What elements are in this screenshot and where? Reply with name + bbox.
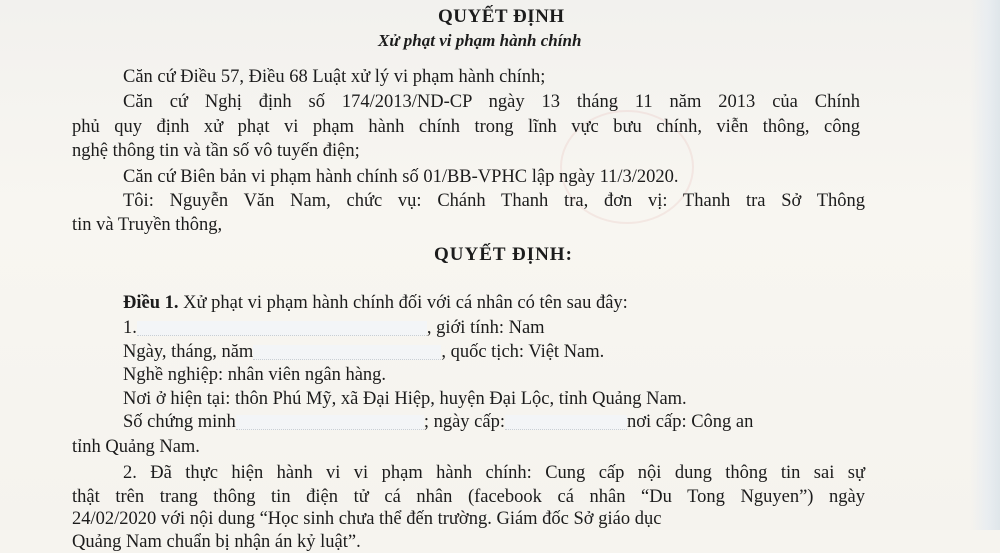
redacted-name	[137, 321, 427, 336]
id-issuer-label: nơi cấp: Công an	[626, 412, 754, 432]
person-dob-line	[123, 341, 604, 363]
basis-line-6: Tôi: Nguyễn Văn Nam, chức vụ: Chánh Thanh tra, đơn vị: Thanh tra Sở Thông	[123, 191, 865, 211]
dob-label: Ngày, tháng, năm	[123, 342, 254, 362]
redacted-dob	[253, 345, 441, 360]
id-label: Số chứng minh	[123, 412, 236, 432]
violation-line-4: Quảng Nam chuẩn bị nhận án kỷ luật”.	[72, 532, 361, 552]
person-name-line	[123, 317, 545, 339]
redacted-id-date	[505, 415, 627, 430]
person-id-line	[123, 411, 753, 433]
decision-heading: QUYẾT ĐỊNH:	[434, 244, 573, 265]
basis-line-3: phủ quy định xử phạt vi phạm hành chính trong lĩnh vực bưu chính, viễn thông, công	[72, 117, 860, 137]
article-1	[123, 292, 628, 314]
id-date-label: ; ngày cấp:	[423, 412, 505, 432]
basis-line-4: nghệ thông tin và tần số vô tuyến điện;	[72, 141, 360, 161]
violation-line-1: 2. Đã thực hiện hành vi vi phạm hành chính: Cung cấp nội dung thông tin sai sự	[123, 463, 865, 483]
violation-line-3: 24/02/2020 với nội dung “Học sinh chưa thể đến trường. Giám đốc Sở giáo dục	[72, 509, 662, 529]
basis-line-1: Căn cứ Điều 57, Điều 68 Luật xử lý vi phạm hành chính;	[123, 67, 546, 87]
redacted-id-number	[236, 415, 424, 430]
basis-line-2: Căn cứ Nghị định số 174/2013/ND-CP ngày 13 tháng 11 năm 2013 của Chính	[123, 92, 860, 112]
violation-line-2: thật trên trang thông tin điện tử cá nhân (facebook cá nhân “Du Tong Nguyen”) ngày	[72, 487, 865, 507]
basis-line-7: tin và Truyền thông,	[72, 215, 223, 235]
document-subtitle: Xử phạt vi phạm hành chính	[378, 31, 582, 50]
person-number: 1.	[123, 318, 137, 338]
person-gender: , giới tính: Nam	[426, 318, 545, 338]
person-id-continuation: tỉnh Quảng Nam.	[72, 437, 200, 457]
page-edge-shadow	[970, 0, 1000, 530]
person-residence: Nơi ở hiện tại: thôn Phú Mỹ, xã Đại Hiệp, huyện Đại Lộc, tỉnh Quảng Nam.	[123, 389, 687, 409]
basis-line-5: Căn cứ Biên bản vi phạm hành chính số 01/BB-VPHC lập ngày 11/3/2020.	[123, 167, 679, 187]
person-nationality: , quốc tịch: Việt Nam.	[441, 342, 605, 362]
person-occupation: Nghề nghiệp: nhân viên ngân hàng.	[123, 365, 387, 385]
article-1-text: Xử phạt vi phạm hành chính đối với cá nhân có tên sau đây:	[183, 293, 628, 313]
article-1-label: Điều 1.	[123, 293, 179, 313]
document-title: QUYẾT ĐỊNH	[438, 6, 565, 27]
